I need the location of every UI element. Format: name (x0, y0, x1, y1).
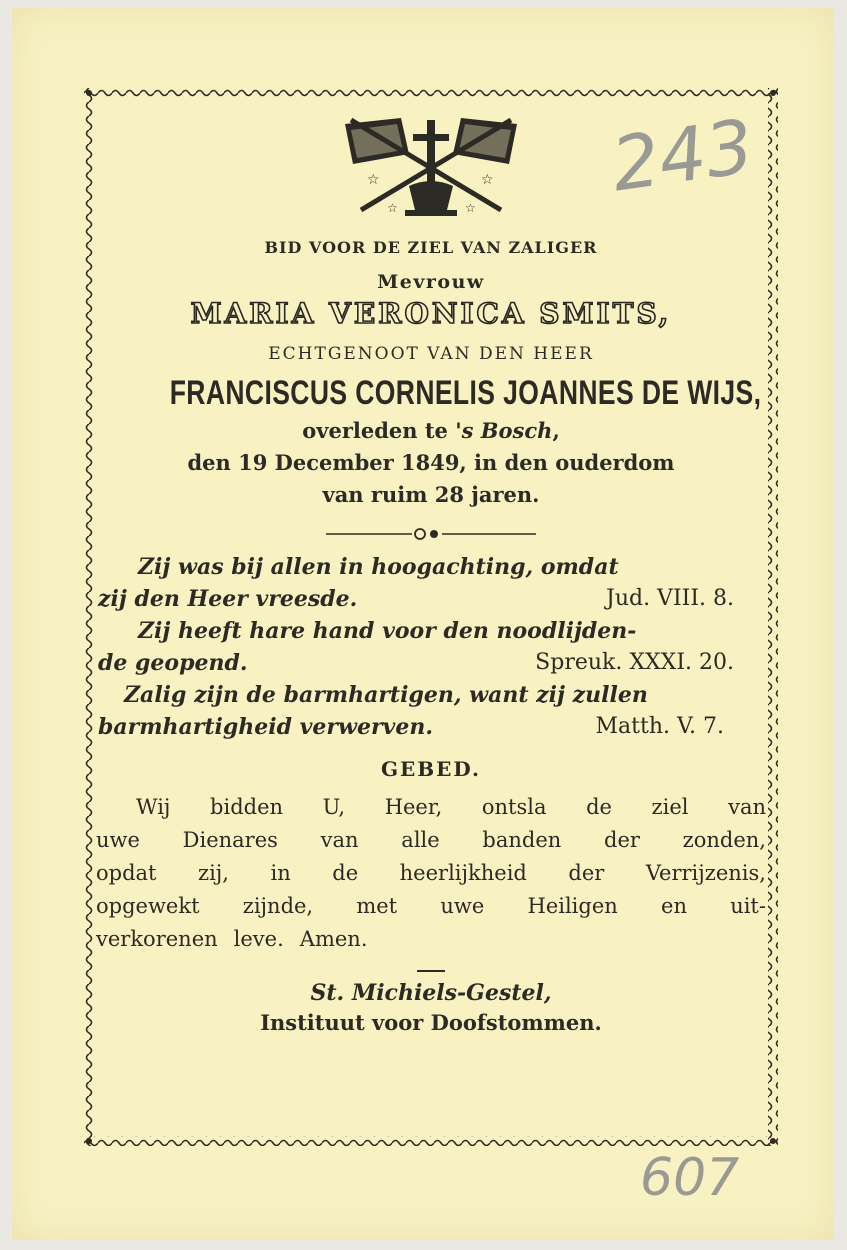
svg-text:☆: ☆ (367, 172, 380, 188)
prayer-text (96, 791, 766, 956)
prayer-line: opdat zij, in de heerlijkheid der Verrijzenis, (96, 861, 766, 885)
prayer-line: Wij bidden U, Heer, ontsla de ziel van (136, 795, 766, 819)
verse-line: zij den Heer vreesde. Jud. VIII. 8. (98, 583, 764, 615)
pencil-number-bottom: 607 (640, 1148, 740, 1208)
deceased-name: MARIA VERONICA SMITS, (190, 297, 672, 330)
death-place: 's Bosch (455, 418, 553, 443)
verse-line: de geopend. Spreuk. XXXI. 20. (98, 647, 764, 679)
verse-reference: Spreuk. XXXI. 20. (535, 650, 734, 675)
death-place-line: overleden te 's Bosch, (302, 418, 560, 443)
spouse-name: FRANCISCUS CORNELIS JOANNES DE WIJS, (169, 374, 762, 412)
verse-line: barmhartigheid verwerven. Matth. V. 7. (98, 711, 764, 743)
verse-line: Zalig zijn de barmhartigen, want zij zullen (124, 682, 648, 708)
age-line: van ruim 28 jaren. (322, 482, 540, 507)
prayer-line: opgewekt zijnde, met uwe Heiligen en uit- (96, 894, 766, 918)
prayer-request: BID VOOR DE ZIEL VAN ZALIGER (264, 238, 598, 257)
title-mevrouw: Mevrouw (377, 271, 485, 293)
memorial-card (12, 8, 834, 1240)
scripture-verses (98, 551, 764, 743)
svg-text:☆: ☆ (481, 172, 494, 188)
verse-reference: Matth. V. 7. (595, 714, 724, 739)
printer-institute: Instituut voor Doofstommen. (260, 1010, 602, 1035)
verse-line: Zij heeft hare hand voor den noodlijden- (138, 618, 637, 644)
printer-place: St. Michiels-Gestel, (310, 980, 552, 1006)
religious-emblem-icon (331, 114, 531, 220)
spouse-label: ECHTGENOOT VAN DEN HEER (268, 344, 594, 364)
prayer-line: uwe Dienares van alle banden der zonden, (96, 828, 766, 852)
death-date-line: den 19 December 1849, in den ouderdom (187, 450, 675, 475)
ornamental-divider-icon (326, 527, 536, 541)
short-divider (417, 970, 445, 972)
svg-text:☆: ☆ (465, 201, 476, 215)
prayer-title: GEBED. (380, 757, 482, 781)
verse-line: Zij was bij allen in hoogachting, omdat (138, 554, 619, 580)
card-content (96, 108, 766, 1035)
svg-text:☆: ☆ (387, 201, 398, 215)
pencil-number-top: 243 (606, 103, 759, 209)
prayer-line: verkorenen leve. Amen. (96, 927, 368, 951)
verse-reference: Jud. VIII. 8. (606, 586, 734, 611)
